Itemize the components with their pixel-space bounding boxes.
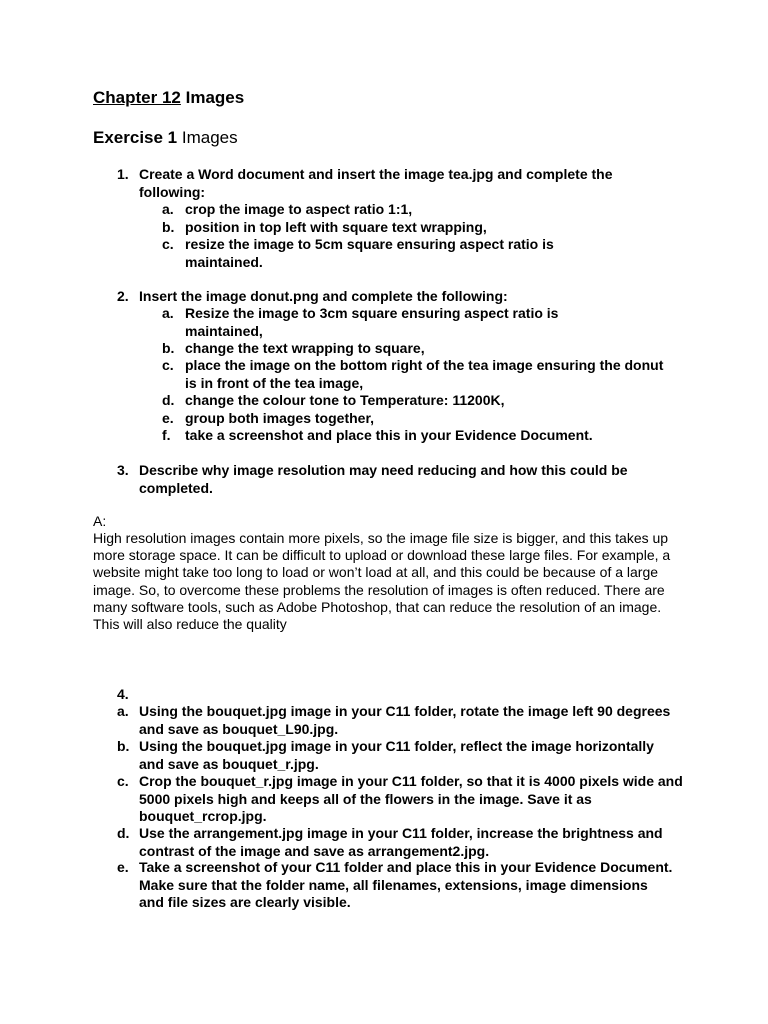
- q2-item-d-text: change the colour tone to Temperature: 11200K,: [185, 392, 505, 408]
- q4-item-c-mark: c.: [117, 773, 129, 789]
- q2-item-a-text: Resize the image to 3cm square ensuring aspect ratio is maintained,: [185, 305, 559, 339]
- q1-item-a-text: crop the image to aspect ratio 1:1,: [185, 201, 413, 217]
- q1-item-b-text: position in top left with square text wrapping,: [185, 219, 487, 235]
- q2-item-d-mark: d.: [162, 392, 175, 408]
- exercise-label: Exercise 1: [93, 128, 178, 147]
- chapter-heading: [93, 88, 244, 108]
- q2-item-e-mark: e.: [162, 410, 174, 426]
- q1-item-c-text: resize the image to 5cm square ensuring aspect ratio is maintained.: [185, 236, 554, 270]
- q4-item-a-text: Using the bouquet.jpg image in your C11 folder, rotate the image left 90 degrees and save as bouquet_L90.jpg.: [139, 703, 671, 737]
- chapter-number: Chapter 12: [93, 88, 181, 107]
- q4-item-d-mark: d.: [117, 825, 130, 841]
- q2-text: Insert the image donut.png and complete the following:: [139, 288, 508, 304]
- exercise-name: Images: [181, 128, 238, 147]
- q4-item-a-mark: a.: [117, 703, 129, 719]
- q1-item-b-mark: b.: [162, 219, 175, 235]
- q1-number: 1.: [117, 166, 129, 182]
- q4-item-b-text: Using the bouquet.jpg image in your C11 folder, reflect the image horizontally and save as bouquet_r.jpg.: [139, 738, 654, 772]
- answer-label: A:: [93, 513, 107, 529]
- q3-number: 3.: [117, 462, 129, 478]
- q1-text: Create a Word document and insert the image tea.jpg and complete the following:: [139, 166, 613, 200]
- answer-paragraph: High resolution images contain more pixels, so the image file size is bigger, and this takes up more storage space. It can be difficult to upload or download these large files. For example, a website might take too long to load or won’t load at all, and this could be because of a large image. So, to overcome these problems the resolution of images is often reduced. There are many software tools, such as Adobe Photoshop, that can reduce the resolution of an image. This will also reduce the quality: [93, 530, 671, 633]
- q1-item-c-mark: c.: [162, 236, 174, 252]
- q2-item-c-mark: c.: [162, 357, 174, 373]
- q4-item-c-text: Crop the bouquet_r.jpg image in your C11 folder, so that it is 4000 pixels wide and 5000 pixels high and keeps all of the flowers in the image. Save it as bouquet_rcrop.jpg.: [139, 773, 683, 824]
- q2-item-b-mark: b.: [162, 340, 175, 356]
- exercise-heading: [93, 128, 238, 148]
- q4-item-b-mark: b.: [117, 738, 130, 754]
- q2-item-b-text: change the text wrapping to square,: [185, 340, 425, 356]
- q4-item-e-mark: e.: [117, 859, 129, 875]
- q1-item-a-mark: a.: [162, 201, 174, 217]
- q2-item-f-mark: f.: [162, 427, 171, 443]
- q2-item-c-text: place the image on the bottom right of the tea image ensuring the donut is in front of the tea image,: [185, 357, 664, 391]
- q3-text: Describe why image resolution may need reducing and how this could be completed.: [139, 462, 628, 496]
- q4-item-d-text: Use the arrangement.jpg image in your C11 folder, increase the brightness and contrast of the image and save as arrangement2.jpg.: [139, 825, 663, 859]
- chapter-topic: Images: [185, 88, 245, 107]
- q2-number: 2.: [117, 288, 129, 304]
- q2-item-f-text: take a screenshot and place this in your Evidence Document.: [185, 427, 593, 443]
- q2-item-a-mark: a.: [162, 305, 174, 321]
- q4-item-e-text: Take a screenshot of your C11 folder and place this in your Evidence Document. Make sure that the folder name, all filenames, extensions, image dimensions and file sizes are clearly visible.: [139, 859, 673, 910]
- q2-item-e-text: group both images together,: [185, 410, 375, 426]
- q4-number: 4.: [117, 686, 129, 702]
